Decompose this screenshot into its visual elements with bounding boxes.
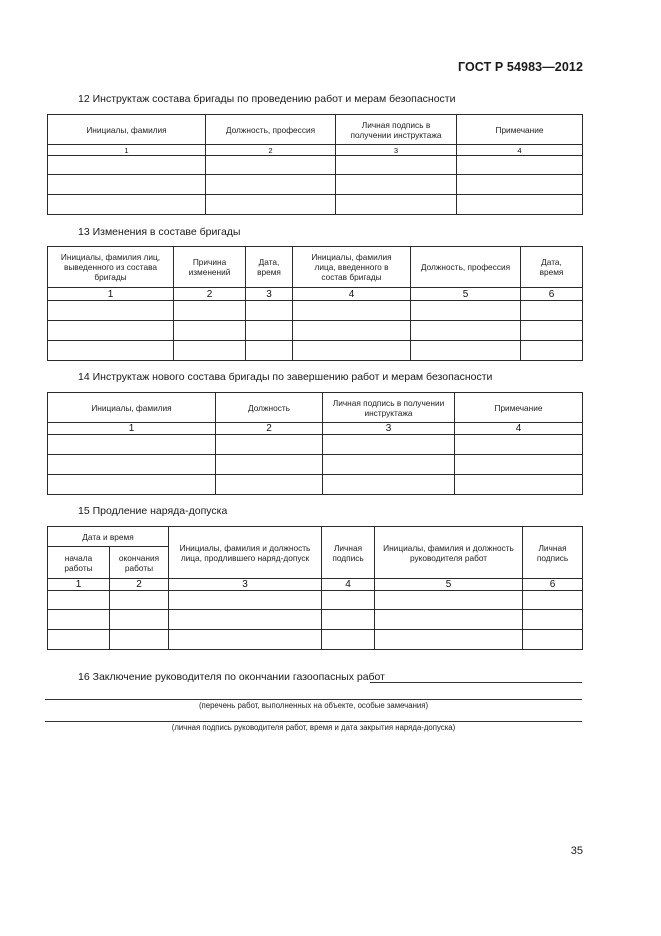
table-cell[interactable] (174, 321, 246, 341)
col-header: Должность (216, 393, 323, 423)
col-header: Личная подпись (523, 527, 583, 579)
table-cell[interactable] (457, 175, 583, 195)
table-cell[interactable] (48, 435, 216, 455)
table-cell[interactable] (455, 455, 583, 475)
table-cell[interactable] (523, 610, 583, 630)
col-header: Инициалы, фамилия и должность руководителя работ (375, 527, 523, 579)
table-cell[interactable] (375, 610, 523, 630)
col-header: Должность, профессия (206, 115, 336, 145)
table-cell[interactable] (110, 591, 169, 610)
col-number: 6 (523, 579, 583, 591)
column-number-row (48, 288, 583, 301)
table-cell[interactable] (293, 301, 411, 321)
section-15-table (47, 526, 583, 650)
col-header: Инициалы, фамилия лиц, выведенного из состава бригады (48, 247, 174, 288)
col-header: Причина изменений (174, 247, 246, 288)
column-number-row (48, 579, 583, 591)
table-cell[interactable] (246, 301, 293, 321)
col-number: 2 (216, 423, 323, 435)
table-cell[interactable] (48, 301, 174, 321)
table-cell[interactable] (523, 630, 583, 650)
works-list-line[interactable] (45, 699, 582, 700)
table-row[interactable] (48, 630, 583, 650)
table-cell[interactable] (523, 591, 583, 610)
col-header: Инициалы, фамилия (48, 393, 216, 423)
table-row[interactable] (48, 610, 583, 630)
col-number: 1 (48, 423, 216, 435)
table-row[interactable] (48, 455, 583, 475)
col-number: 2 (206, 145, 336, 156)
table-cell[interactable] (336, 156, 457, 175)
section-13-table (47, 246, 583, 361)
col-header: Личная подпись (322, 527, 375, 579)
section-13-title: 13 Изменения в составе бригады (78, 226, 241, 238)
table-cell[interactable] (455, 435, 583, 455)
col-header: Дата, время (521, 247, 583, 288)
col-header: окончания работы (110, 547, 169, 579)
col-number: 4 (322, 579, 375, 591)
table-cell[interactable] (521, 341, 583, 361)
col-number: 1 (48, 579, 110, 591)
table-header-row (48, 527, 583, 547)
table-cell[interactable] (206, 195, 336, 215)
signature-line[interactable] (45, 721, 582, 722)
col-header: начала работы (48, 547, 110, 579)
col-header: Личная подпись в получении инструктажа (323, 393, 455, 423)
table-row[interactable] (48, 341, 583, 361)
table-cell[interactable] (411, 341, 521, 361)
col-number: 2 (110, 579, 169, 591)
table-cell[interactable] (206, 175, 336, 195)
table-cell[interactable] (48, 175, 206, 195)
table-cell[interactable] (169, 630, 322, 650)
table-cell[interactable] (457, 156, 583, 175)
table-cell[interactable] (411, 301, 521, 321)
table-cell[interactable] (48, 475, 216, 495)
table-cell[interactable] (322, 591, 375, 610)
table-cell[interactable] (455, 475, 583, 495)
table-cell[interactable] (169, 591, 322, 610)
section-14-table (47, 392, 583, 495)
col-header: Личная подпись в получении инструктажа (336, 115, 457, 145)
table-cell[interactable] (48, 610, 110, 630)
table-cell[interactable] (246, 341, 293, 361)
col-number: 2 (174, 288, 246, 301)
page-number: 35 (570, 845, 583, 857)
table-cell[interactable] (322, 610, 375, 630)
column-number-row (48, 423, 583, 435)
table-cell[interactable] (216, 455, 323, 475)
col-number: 3 (246, 288, 293, 301)
table-cell[interactable] (521, 301, 583, 321)
table-cell[interactable] (293, 321, 411, 341)
column-number-row (48, 145, 583, 156)
col-header: Инициалы, фамилия и должность лица, продлившего наряд-допуск (169, 527, 322, 579)
col-header: Дата, время (246, 247, 293, 288)
signature-caption: (личная подпись руководителя работ, время и дата закрытия наряда-допуска) (171, 723, 456, 732)
table-cell[interactable] (336, 195, 457, 215)
section-15-title: 15 Продление наряда-допуска (78, 505, 228, 517)
table-cell[interactable] (48, 591, 110, 610)
table-row[interactable] (48, 321, 583, 341)
col-header: Примечание (455, 393, 583, 423)
col-header: Должность, профессия (411, 247, 521, 288)
table-cell[interactable] (246, 321, 293, 341)
table-row[interactable] (48, 591, 583, 610)
conclusion-input-line[interactable] (370, 682, 582, 683)
table-cell[interactable] (48, 341, 174, 361)
table-cell[interactable] (48, 455, 216, 475)
table-cell[interactable] (375, 630, 523, 650)
col-number: 4 (457, 145, 583, 156)
table-cell[interactable] (48, 195, 206, 215)
table-cell[interactable] (323, 475, 455, 495)
col-number: 3 (169, 579, 322, 591)
table-cell[interactable] (323, 435, 455, 455)
table-cell[interactable] (336, 175, 457, 195)
table-cell[interactable] (48, 630, 110, 650)
table-header-row (48, 247, 583, 288)
col-number: 1 (48, 145, 206, 156)
table-cell[interactable] (174, 301, 246, 321)
table-row[interactable] (48, 156, 583, 175)
table-cell[interactable] (375, 591, 523, 610)
table-cell[interactable] (110, 610, 169, 630)
table-cell[interactable] (411, 321, 521, 341)
table-cell[interactable] (521, 321, 583, 341)
col-number: 1 (48, 288, 174, 301)
table-header-row (48, 115, 583, 145)
table-cell[interactable] (174, 341, 246, 361)
table-row[interactable] (48, 175, 583, 195)
col-number: 3 (323, 423, 455, 435)
section-14-title: 14 Инструктаж нового состава бригады по завершению работ и мерам безопасности (78, 371, 493, 383)
col-number: 5 (411, 288, 521, 301)
works-list-caption: (перечень работ, выполненных на объекте, особые замечания) (198, 701, 429, 710)
table-header-row (48, 393, 583, 423)
col-header: Примечание (457, 115, 583, 145)
table-cell[interactable] (457, 195, 583, 215)
col-header: Инициалы, фамилия лица, введенного в состав бригады (293, 247, 411, 288)
group-header: Дата и время (48, 527, 169, 547)
table-row[interactable] (48, 195, 583, 215)
table-cell[interactable] (110, 630, 169, 650)
table-cell[interactable] (322, 630, 375, 650)
table-cell[interactable] (48, 156, 206, 175)
table-cell[interactable] (48, 321, 174, 341)
col-number: 4 (293, 288, 411, 301)
table-row[interactable] (48, 435, 583, 455)
table-row[interactable] (48, 475, 583, 495)
col-number: 5 (375, 579, 523, 591)
section-12-table (47, 114, 583, 215)
table-cell[interactable] (323, 455, 455, 475)
section-16-title: 16 Заключение руководителя по окончании газоопасных работ (78, 671, 385, 683)
table-cell[interactable] (169, 610, 322, 630)
table-row[interactable] (48, 301, 583, 321)
col-number: 4 (455, 423, 583, 435)
section-12-title: 12 Инструктаж состава бригады по проведению работ и мерам безопасности (78, 93, 456, 105)
standard-code: ГОСТ Р 54983—2012 (457, 60, 583, 74)
table-cell[interactable] (216, 475, 323, 495)
col-number: 6 (521, 288, 583, 301)
table-cell[interactable] (293, 341, 411, 361)
col-header: Инициалы, фамилия (48, 115, 206, 145)
table-cell[interactable] (206, 156, 336, 175)
col-number: 3 (336, 145, 457, 156)
table-cell[interactable] (216, 435, 323, 455)
